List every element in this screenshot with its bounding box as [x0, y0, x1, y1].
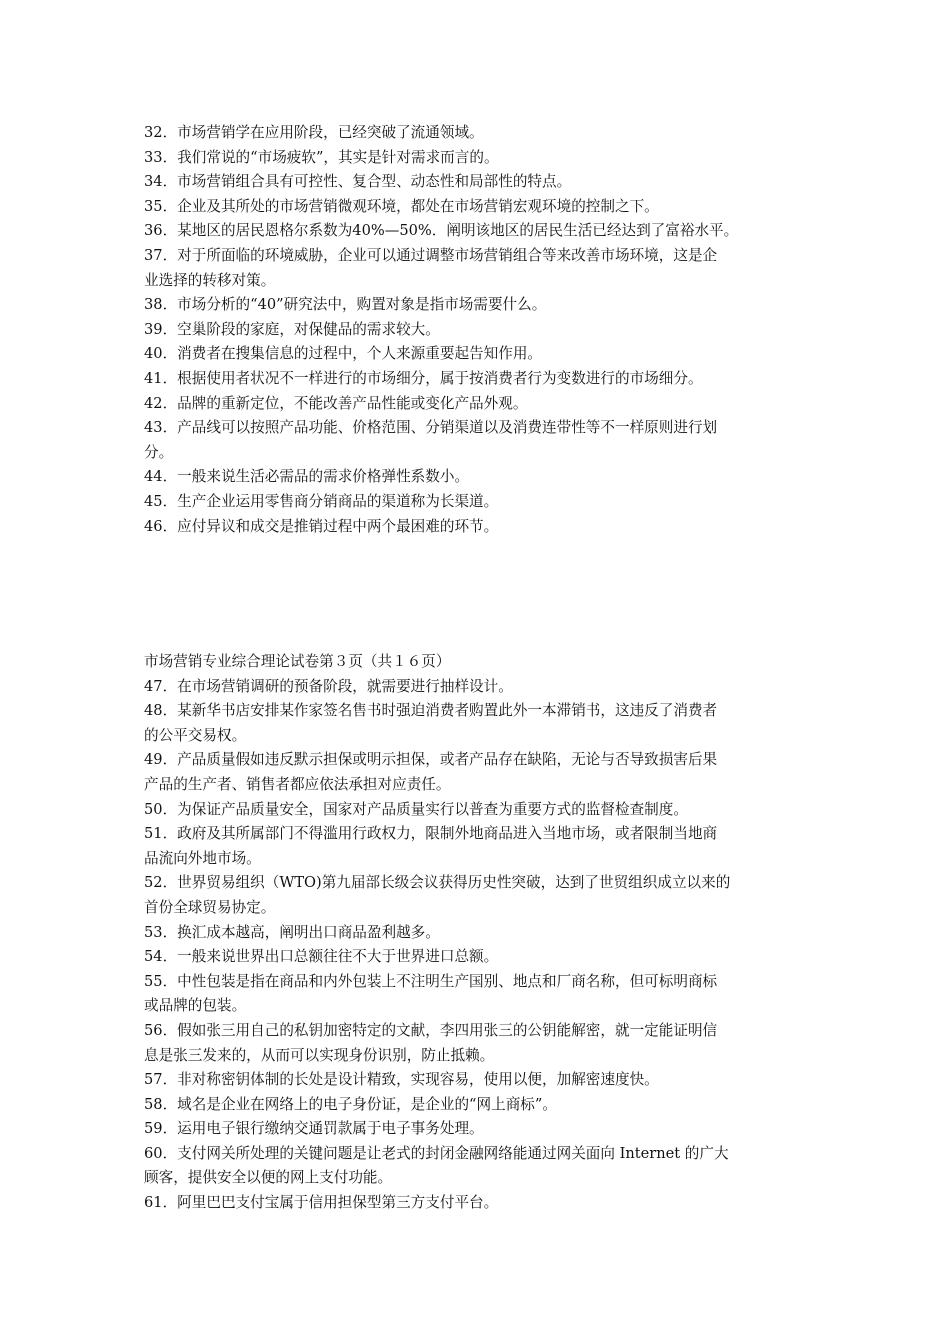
text-line: 38．市场分析的“40”研究法中，购置对象是指市场需要什么。: [144, 296, 547, 314]
text-line: 60．支付网关所处理的关键问题是让老式的封闭金融网络能通过网关面向 Internet 的广大: [144, 1144, 729, 1162]
text-line: 息是张三发来的，从而可以实现身份识别，防止抵赖。: [144, 1046, 495, 1064]
text-line: 的公平交易权。: [144, 726, 247, 744]
text-line: 32．市场营销学在应用阶段，已经突破了流通领域。: [144, 124, 484, 141]
text-line: 49．产品质量假如违反默示担保或明示担保，或者产品存在缺陷，无论与否导致损害后果: [144, 751, 718, 769]
text-line: 57．非对称密钥体制的长处是设计精致，实现容易，使用以便，加解密速度快。: [144, 1071, 659, 1089]
text-line: 34．市场营销组合具有可控性、复合型、动态性和局部性的特点。: [144, 173, 572, 191]
statements-section-2: [144, 650, 812, 1216]
text-line: 54．一般来说世界出口总额往往不大于世界进口总额。: [144, 948, 499, 966]
text-line: 48．某新华书店安排某作家签名售书时强迫消费者购置此外一本滞销书，这违反了消费者: [144, 702, 718, 720]
text-line: 41．根据使用者状况不一样进行的市场细分，属于按消费者行为变数进行的市场细分。: [144, 369, 703, 387]
text-line: 59．运用电子银行缴纳交通罚款属于电子事务处理。: [144, 1120, 484, 1138]
text-line: 品流向外地市场。: [144, 849, 261, 867]
text-line: 53．换汇成本越高，阐明出口商品盈利越多。: [144, 923, 440, 941]
text-line: 58．域名是企业在网络上的电子身份证，是企业的“网上商标”。: [144, 1095, 557, 1113]
text-line: 36．某地区的居民恩格尔系数为40%—50%．阐明该地区的居民生活已经达到了富裕水平。: [144, 222, 739, 240]
text-line: 45．生产企业运用零售商分销商品的渠道称为长渠道。: [144, 492, 499, 510]
text-line: 56．假如张三用自己的私钥加密特定的文献，李四用张三的公钥能解密，就一定能证明信: [144, 1021, 718, 1039]
text-line: 39．空巢阶段的家庭，对保健品的需求较大。: [144, 320, 440, 338]
text-line: 50．为保证产品质量安全，国家对产品质量实行以普查为重要方式的监督检查制度。: [144, 800, 688, 818]
statements-section-1: [144, 121, 812, 539]
text-line: 55．中性包装是指在商品和内外包装上不注明生产国别、地点和厂商名称，但可标明商标: [144, 972, 718, 990]
page-footer-label: 市场营销专业综合理论试卷第３页（共１６页）: [144, 653, 451, 670]
text-line: 44．一般来说生活必需品的需求价格弹性系数小。: [144, 468, 470, 486]
text-line: 42．品牌的重新定位，不能改善产品性能或变化产品外观。: [144, 394, 528, 412]
text-line: 业选择的转移对策。: [144, 271, 276, 289]
text-line: 51．政府及其所属部门不得滥用行政权力，限制外地商品进入当地市场，或者限制当地商: [144, 825, 718, 843]
text-line: 产品的生产者、销售者都应依法承担对应责任。: [144, 775, 451, 793]
text-line: 61．阿里巴巴支付宝属于信用担保型第三方支付平台。: [144, 1194, 499, 1212]
text-line: 首份全球贸易协定。: [144, 898, 276, 916]
text-line: 或品牌的包装。: [144, 997, 247, 1015]
text-line: 分。: [144, 443, 174, 461]
text-line: 40．消费者在搜集信息的过程中，个人来源重要起告知作用。: [144, 345, 543, 363]
text-line: 46．应付异议和成交是推销过程中两个最困难的环节。: [144, 517, 499, 535]
text-line: 35．企业及其所处的市场营销微观环境，都处在市场营销宏观环境的控制之下。: [144, 197, 659, 215]
text-line: 33．我们常说的“市场疲软”，其实是针对需求而言的。: [144, 148, 499, 166]
text-line: 47．在市场营销调研的预备阶段，就需要进行抽样设计。: [144, 677, 513, 695]
text-line: 52．世界贸易组织（WTO)第九届部长级会议获得历史性突破，达到了世贸组织成立以来的: [144, 874, 731, 892]
text-line: 37．对于所面临的环境威胁，企业可以通过调整市场营销组合等来改善市场环境，这是企: [144, 246, 718, 264]
text-line: 顾客，提供安全以便的网上支付功能。: [144, 1169, 393, 1187]
text-line: 43．产品线可以按照产品功能、价格范围、分销渠道以及消费连带性等不一样原则进行划: [144, 419, 718, 437]
